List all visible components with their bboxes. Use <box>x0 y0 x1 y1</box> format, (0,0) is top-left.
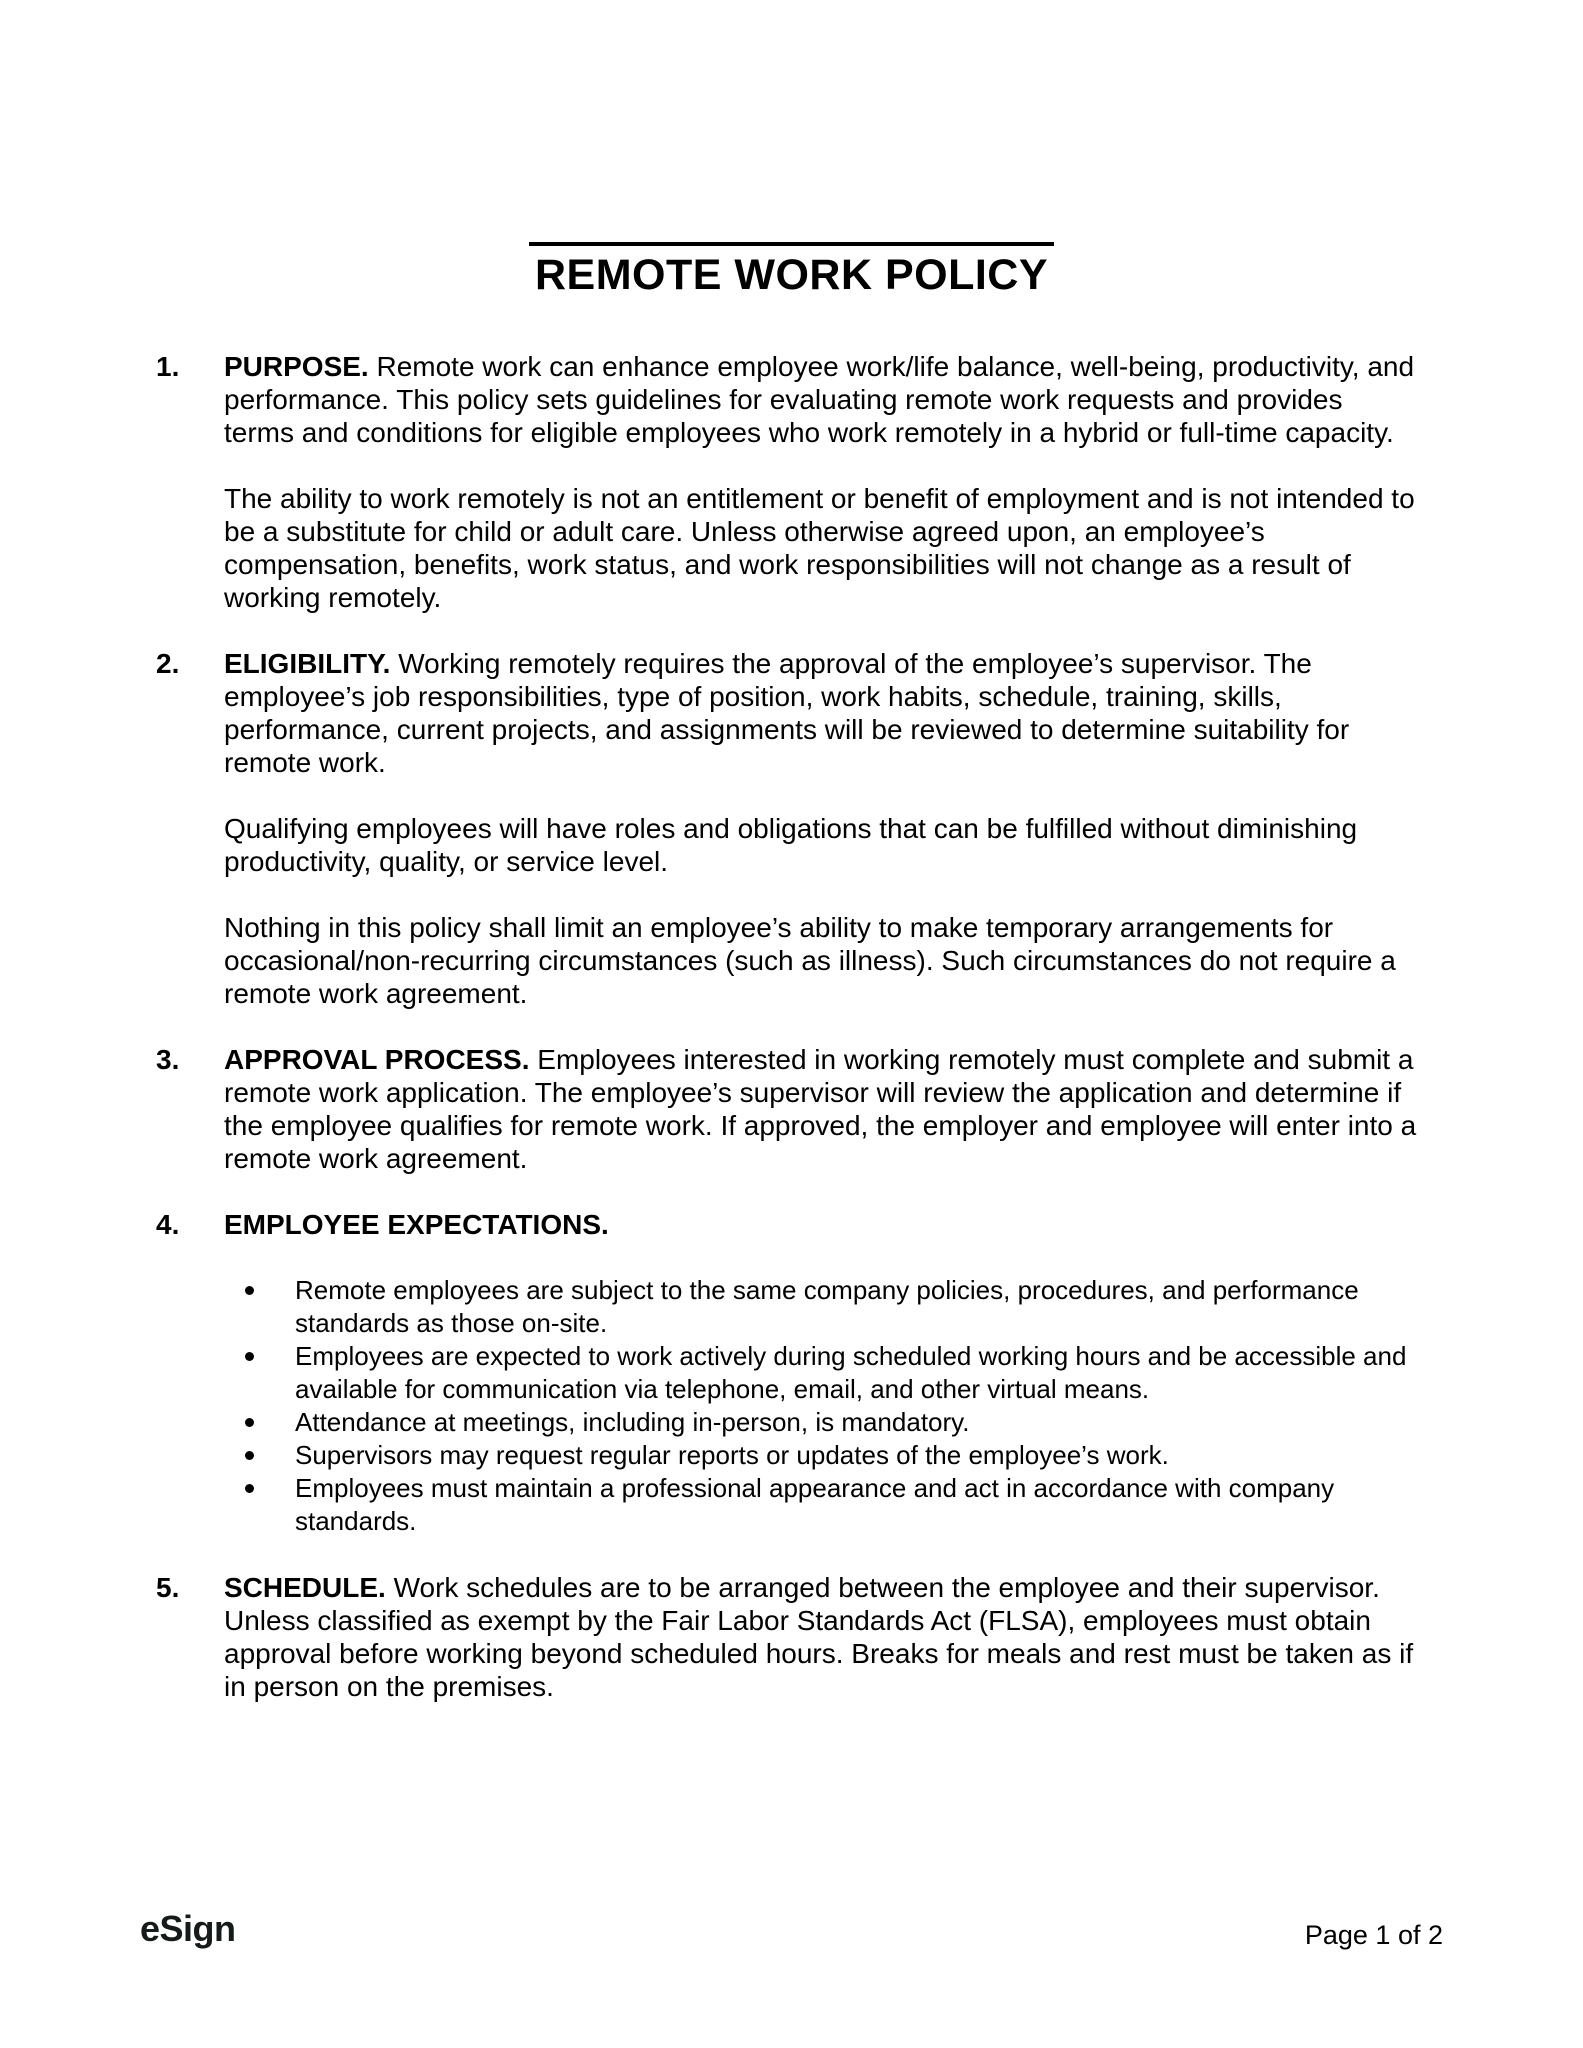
section-number: 1. <box>156 351 180 383</box>
document-header <box>0 0 1583 300</box>
bullet-text: Employees are expected to work actively during scheduled working hours and be accessible and available for communication via telephone, email, and other virtual means. <box>295 1341 1407 1405</box>
policy-section <box>156 1043 1420 1175</box>
policy-section <box>156 1208 1420 1538</box>
document-title: REMOTE WORK POLICY <box>534 251 1049 299</box>
bullet-item <box>224 1274 1420 1340</box>
policy-section <box>156 1571 1420 1703</box>
section-content <box>224 647 1420 1010</box>
section-paragraph <box>224 1208 1420 1241</box>
policy-section <box>156 350 1420 614</box>
section-paragraph: SCHEDULE. Work schedules are to be arranged between the employee and their supervisor. Unless classified as exempt by the Fair Labor Standards Act (FLSA), employees must obtain approval before working beyond scheduled hours. Breaks for meals and rest must be taken as if in person on the premises. <box>224 1572 1414 1703</box>
bullet-item <box>224 1406 1420 1439</box>
section-paragraph: Qualifying employees will have roles and obligations that can be fulfilled without diminishing productivity, quality, or service level. <box>224 813 1358 878</box>
section-paragraph: The ability to work remotely is not an entitlement or benefit of employment and is not intended to be a substitute for child or adult care. Unless otherwise agreed upon, an employee’s compensation, benefits, work status, and work responsibilities will not change as a result of working remotely. <box>224 483 1415 614</box>
section-heading: ELIGIBILITY. <box>224 648 391 680</box>
title-underline-rule <box>529 242 1054 300</box>
section-paragraph: PURPOSE. Remote work can enhance employee work/life balance, well-being, productivity, and performance. This policy sets guidelines for evaluating remote work requests and provides terms and conditions for eligible employees who work remotely in a hybrid or full-time capacity. <box>224 351 1415 449</box>
section-number: 5. <box>156 1572 180 1604</box>
esign-logo: eSign <box>140 1908 236 1949</box>
section-heading: PURPOSE. <box>224 351 369 383</box>
bullet-dot <box>245 1484 254 1493</box>
policy-section <box>156 647 1420 1010</box>
section-paragraph: Nothing in this policy shall limit an employee’s ability to make temporary arrangements for occasional/non-recurring circumstances (such as illness). Such circumstances do not require a remote work agreement. <box>224 912 1396 1010</box>
section-heading: APPROVAL PROCESS. <box>224 1044 530 1076</box>
section-content <box>224 1208 1420 1538</box>
section-content <box>224 1571 1420 1703</box>
section-paragraph: APPROVAL PROCESS. Employees interested in working remotely must complete and submit a remote work application. The employee’s supervisor will review the application and determine if the employee qualifies for remote work. If approved, the employer and employee will enter into a remote work agreement. <box>224 1044 1417 1175</box>
section-number: 2. <box>156 648 180 680</box>
bullet-item <box>224 1340 1420 1406</box>
section-content <box>224 350 1420 614</box>
bullet-dot <box>245 1286 254 1295</box>
bullet-text: Employees must maintain a professional appearance and act in accordance with company standards. <box>295 1473 1335 1537</box>
bullet-text: Supervisors may request regular reports or updates of the employee’s work. <box>295 1440 1169 1471</box>
bullet-item <box>224 1439 1420 1472</box>
section-content <box>224 1043 1420 1175</box>
bullet-list <box>224 1274 1420 1538</box>
bullet-dot <box>245 1352 254 1361</box>
bullet-dot <box>245 1418 254 1427</box>
document-body <box>0 350 1583 1703</box>
bullet-text: Remote employees are subject to the same company policies, procedures, and performance standards as those on-site. <box>295 1275 1359 1339</box>
section-number: 3. <box>156 1044 180 1076</box>
page-number-label: Page 1 of 2 <box>1304 1920 1443 1950</box>
section-number: 4. <box>156 1209 180 1241</box>
bullet-text: Attendance at meetings, including in-person, is mandatory. <box>295 1407 970 1438</box>
section-heading: EMPLOYEE EXPECTATIONS. <box>224 1209 609 1241</box>
section-paragraph: ELIGIBILITY. Working remotely requires the approval of the employee’s supervisor. The employee’s job responsibilities, type of position, work habits, schedule, training, skills, performance, current projects, and assignments will be reviewed to determine suitability for remote work. <box>224 648 1350 779</box>
section-heading: SCHEDULE. <box>224 1572 386 1604</box>
bullet-item <box>224 1472 1420 1538</box>
bullet-dot <box>245 1451 254 1460</box>
